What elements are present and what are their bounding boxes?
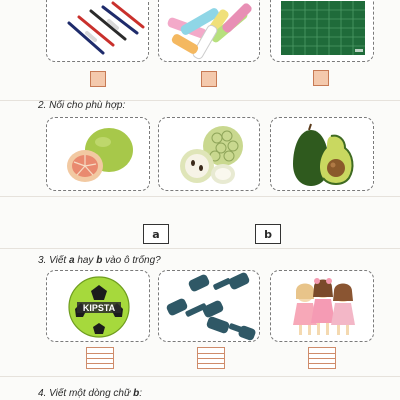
avocado-icon bbox=[271, 118, 374, 191]
football-icon bbox=[47, 271, 150, 342]
custard-apple-icon bbox=[159, 118, 260, 191]
q3-number: 3. bbox=[38, 255, 47, 266]
answer-box-pens[interactable] bbox=[90, 71, 106, 87]
q4-letter-b: b bbox=[133, 388, 140, 399]
heading-q4 bbox=[38, 388, 142, 399]
q4-pre: Viết một dòng chữ bbox=[49, 388, 131, 399]
q3-pre: Viết bbox=[49, 255, 67, 266]
q3-mid: hay bbox=[77, 255, 94, 266]
card-avocado bbox=[270, 117, 374, 191]
write-box-football[interactable] bbox=[86, 347, 114, 369]
q3-letter-b: b bbox=[96, 255, 103, 266]
card-dumbbell bbox=[158, 270, 260, 342]
chalk-icon bbox=[159, 0, 260, 62]
card-custard-apple bbox=[158, 117, 260, 191]
card-pens bbox=[46, 0, 149, 62]
q2-number: 2. bbox=[38, 100, 47, 111]
dumbbell-icon bbox=[159, 271, 260, 342]
write-box-dumbbell[interactable] bbox=[197, 347, 225, 369]
card-pomelo bbox=[46, 117, 150, 191]
q4-number: 4. bbox=[38, 388, 47, 399]
answer-box-chalk[interactable] bbox=[201, 71, 217, 87]
green-board-icon bbox=[271, 0, 374, 62]
q3-letter-a: a bbox=[68, 255, 75, 266]
answer-box-board[interactable] bbox=[313, 70, 329, 86]
q3-post: vào ô trống? bbox=[105, 255, 161, 266]
match-box-b[interactable]: b bbox=[255, 224, 281, 244]
card-football bbox=[46, 270, 150, 342]
write-box-dolls[interactable] bbox=[308, 347, 336, 369]
card-board bbox=[270, 0, 374, 62]
ball-brand-text: KIPSTA bbox=[82, 303, 116, 313]
q4-post: : bbox=[139, 388, 142, 399]
heading-q3 bbox=[38, 255, 161, 266]
pens-icon bbox=[47, 0, 149, 62]
q2-text: Nối cho phù hợp: bbox=[49, 100, 126, 111]
heading-q2 bbox=[38, 100, 125, 111]
card-dolls bbox=[270, 270, 374, 342]
card-chalk bbox=[158, 0, 260, 62]
dolls-icon bbox=[271, 271, 374, 342]
match-box-a[interactable]: a bbox=[143, 224, 169, 244]
pomelo-icon bbox=[47, 118, 150, 191]
